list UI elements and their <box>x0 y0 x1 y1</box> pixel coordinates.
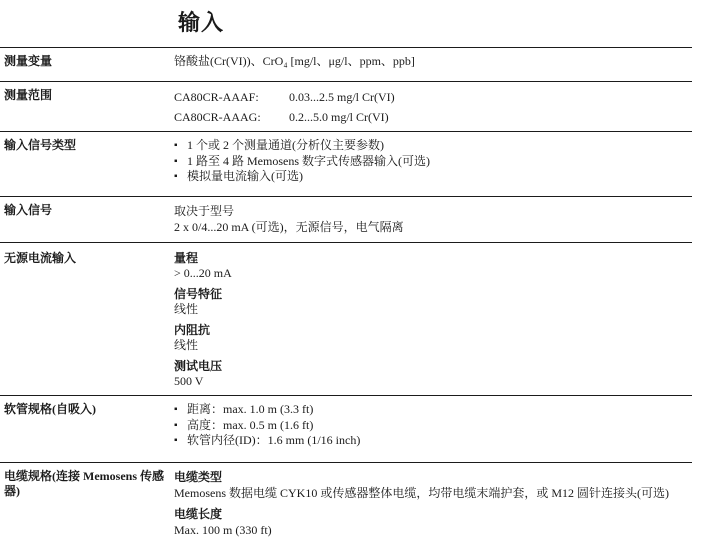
range-value: 0.03...2.5 mg/l Cr(VI) <box>289 90 395 104</box>
spec-row-measuring-range <box>0 81 692 131</box>
input-signal-line: 2 x 0/4...20 mA (可选)，无源信号，电气隔离 <box>174 220 404 234</box>
model-code: CA80CR-AAAG: <box>174 109 261 124</box>
spec-group <box>174 506 688 538</box>
spec-label: 输入信号类型 <box>4 138 77 152</box>
list-item-text: 软管内径(ID)：1.6 mm (1/16 inch) <box>187 433 361 447</box>
spec-label: 输入信号 <box>4 203 53 217</box>
spec-label: 电缆规格(连接 Memosens 传感器) <box>4 469 164 498</box>
group-value: Max. 100 m (330 ft) <box>174 523 272 537</box>
spec-row-input-signal <box>0 196 692 242</box>
square-bullet-icon: ▪ <box>174 155 178 167</box>
list-item-text: 距离：max. 1.0 m (3.3 ft) <box>187 402 314 416</box>
list-item-text: 模拟量电流输入(可选) <box>187 169 303 183</box>
square-bullet-icon: ▪ <box>174 435 178 446</box>
list-item <box>174 402 688 418</box>
spec-table <box>0 47 692 543</box>
spec-row-input-signal-types <box>0 131 692 196</box>
list-item-text: 高度：max. 0.5 m (1.6 ft) <box>187 417 314 432</box>
list-item <box>174 418 688 434</box>
list-item-text: 1 路至 4 路 Memosens 数字式传感器输入(可选) <box>187 153 430 168</box>
spec-content <box>174 251 692 395</box>
spec-row-passive-current-input <box>0 242 692 395</box>
range-pair <box>174 88 688 108</box>
spec-content <box>174 402 692 462</box>
group-value: 线性 <box>174 301 199 316</box>
spec-row-measured-variable <box>0 47 692 81</box>
group-heading: 信号特征 <box>174 287 223 301</box>
model-code: CA80CR-AAAF: <box>174 90 259 104</box>
spec-content <box>174 138 692 196</box>
range-pair <box>174 108 688 128</box>
group-heading: 电缆长度 <box>174 507 223 521</box>
group-heading: 内阻抗 <box>174 323 211 337</box>
spec-content <box>174 469 692 543</box>
spec-content <box>174 54 692 81</box>
spec-label: 无源电流输入 <box>4 251 77 265</box>
title-block <box>0 0 692 47</box>
spec-group <box>174 469 688 501</box>
spec-group <box>174 251 688 280</box>
spec-content <box>174 203 692 242</box>
square-bullet-icon: ▪ <box>174 404 178 415</box>
spec-row-hose-specification <box>0 395 692 462</box>
square-bullet-icon: ▪ <box>174 171 178 182</box>
group-value: Memosens 数据电缆 CYK10 或传感器整体电缆，均带电缆末端护套，或 M12 圆针连接头(可选) <box>174 486 669 500</box>
list-item <box>174 433 688 449</box>
spec-group <box>174 287 688 316</box>
input-signal-line: 取决于型号 <box>174 204 235 218</box>
spec-label: 测量变量 <box>4 54 53 68</box>
range-value: 0.2...5.0 mg/l Cr(VI) <box>289 109 389 124</box>
measured-variable-text: 铬酸盐(Cr(VI))、CrO₄ [mg/l、μg/l、ppm、ppb] <box>174 54 415 68</box>
square-bullet-icon: ▪ <box>174 419 178 431</box>
spec-content <box>174 88 692 131</box>
group-heading: 测试电压 <box>174 359 223 373</box>
list-item-text: 1 个或 2 个测量通道(分析仪主要参数) <box>187 138 384 152</box>
spec-group <box>174 359 688 388</box>
group-value: > 0...20 mA <box>174 265 232 280</box>
list-item <box>174 169 688 185</box>
spec-label: 软管规格(自吸入) <box>4 402 96 416</box>
group-heading: 电缆类型 <box>174 470 223 484</box>
section-title: 输入 <box>178 10 225 35</box>
list-item <box>174 154 688 170</box>
group-heading: 量程 <box>174 251 199 265</box>
square-bullet-icon: ▪ <box>174 140 178 151</box>
group-value: 500 V <box>174 373 204 388</box>
spec-group <box>174 323 688 352</box>
group-value: 线性 <box>174 337 199 352</box>
spec-row-cable-specification <box>0 462 692 543</box>
list-item <box>174 138 688 154</box>
spec-label: 测量范围 <box>4 88 53 102</box>
